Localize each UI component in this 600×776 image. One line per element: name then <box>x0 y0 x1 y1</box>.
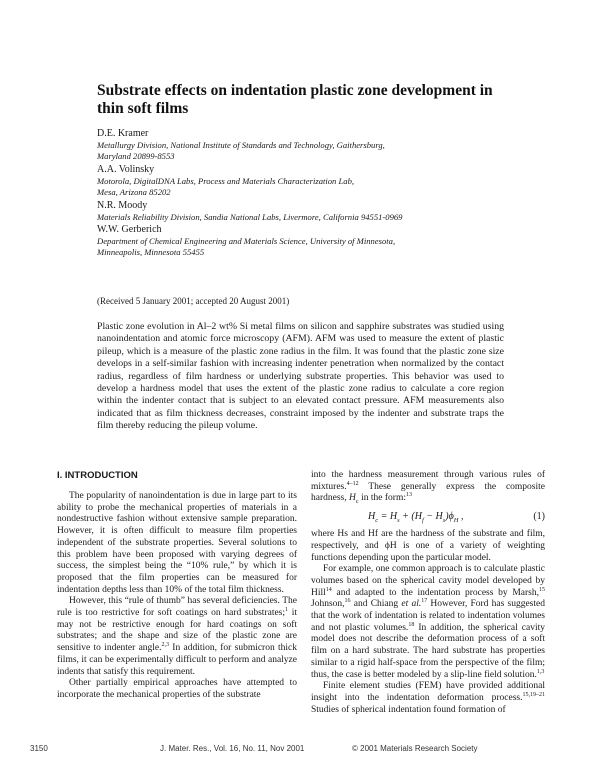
author-affiliation: Motorola, DigitalDNA Labs, Process and Materials Characterization Lab, Mesa, Arizona 85202 <box>97 176 355 197</box>
author-affiliation: Materials Reliability Division, Sandia National Labs, Livermore, California 94551-0969 <box>97 212 403 222</box>
paragraph: into the hardness measurement through various rules of mixtures.$^{4-12}$ These generally express the composite hardness, $H_c$ in the form:$^{13}$ <box>311 470 545 506</box>
paragraph: For example, one common approach is to calculate plastic volumes based on the spherical cavity model developed by Hill$^{14}$ and adapted to the indentation process by Marsh,$^{15}$ Johnson,$^{16}$ and Chiang et al.$^{17}$ However, Ford has suggested that the work of indentation is related to indentation volumes and not plastic volumes.$^{18}$ In addition, the spherical cavity model does not describe the deformation process of a soft film on a hard substrate. The hard substrate has properties similar to a rigid half-space from the perspective of the film; thus, the case is better modeled by a slip-line field solution.$^{1,3}$ <box>311 564 545 680</box>
author-affiliation: Department of Chemical Engineering and Materials Science, University of Minnesota, Minneapolis, Minnesota 55455 <box>97 236 396 257</box>
equation-number: (1) <box>533 511 545 523</box>
paragraph: The popularity of nanoindentation is due in large part to its ability to probe the mechanical properties of materials in a nondestructive fashion without extensive sample preparation. However, it is often difficult to measure film properties independent of the substrate properties. Several solutions to this problem have been proposed with varying degrees of success, the simplest being the “10% rule,” by which it is proposed that the film properties can be measured for indentation depths less than 10% of the total film thickness. <box>57 491 297 595</box>
left-column <box>57 491 297 702</box>
page-number: 3150 <box>30 744 48 753</box>
journal-citation: J. Mater. Res., Vol. 16, No. 11, Nov 2001 <box>160 744 305 753</box>
received-dates: (Received 5 January 2001; accepted 20 August 2001) <box>97 296 290 306</box>
equation-1: $H_c = H_s + (H_f - H_s)\phi_H$ , (1) <box>368 511 545 525</box>
author-name: W.W. Gerberich <box>97 224 162 235</box>
author-name: A.A. Volinsky <box>97 164 155 175</box>
section-heading: I. INTRODUCTION <box>57 470 138 481</box>
right-column <box>311 470 545 716</box>
paragraph: Other partially empirical approaches have attempted to incorporate the mechanical properties of the substrate <box>57 678 297 700</box>
paragraph: Finite element studies (FEM) have provided additional insight into the indentation deformation process.$^{15,19-21}$ Studies of spherical indentation found formation of <box>311 681 545 715</box>
paper-title: Substrate effects on indentation plastic zone development in thin soft films <box>97 82 493 117</box>
author-name: D.E. Kramer <box>97 128 149 139</box>
abstract: Plastic zone evolution in Al–2 wt% Si metal films on silicon and sapphire substrates was studied using nanoindentation and atomic force microscopy (AFM). AFM was used to measure the extent of plastic pileup, which is a measure of the plastic zone radius in the film. It was found that the plastic zone size develops in a self-similar fashion with increasing indenter penetration when normalized by the contact radius, regardless of film hardness or underlying substrate properties. This behavior was used to develop a hardness model that uses the extent of the plastic zone radius to calculate a core region within the indenter contact that is subject to an elevated contact pressure. AFM measurements also indicated that as film thickness decreases, constraint imposed by the indenter and substrate traps the film thereby reducing the pileup volume. <box>97 321 504 432</box>
copyright: © 2001 Materials Research Society <box>352 744 478 753</box>
paragraph: where Hs and Hf are the hardness of the substrate and film, respectively, and ϕH is one of a variety of weighting functions depending upon the particular model. <box>311 529 545 563</box>
author-affiliation: Metallurgy Division, National Institute of Standards and Technology, Gaithersburg, Maryland 20899-8553 <box>97 140 385 161</box>
paragraph: However, this “rule of thumb” has several deficiencies. The rule is too restrictive for soft coatings on hard substrates;$^1$ it may not be restrictive enough for hard coatings on soft substrates; and the shape and size of the plastic zone are sensitive to indenter angle.$^{2,3}$ In addition, for submicron thick films, it can be experimentally difficult to perform and analyze indents that satisfy this requirement. <box>57 596 297 677</box>
author-name: N.R. Moody <box>97 200 148 211</box>
